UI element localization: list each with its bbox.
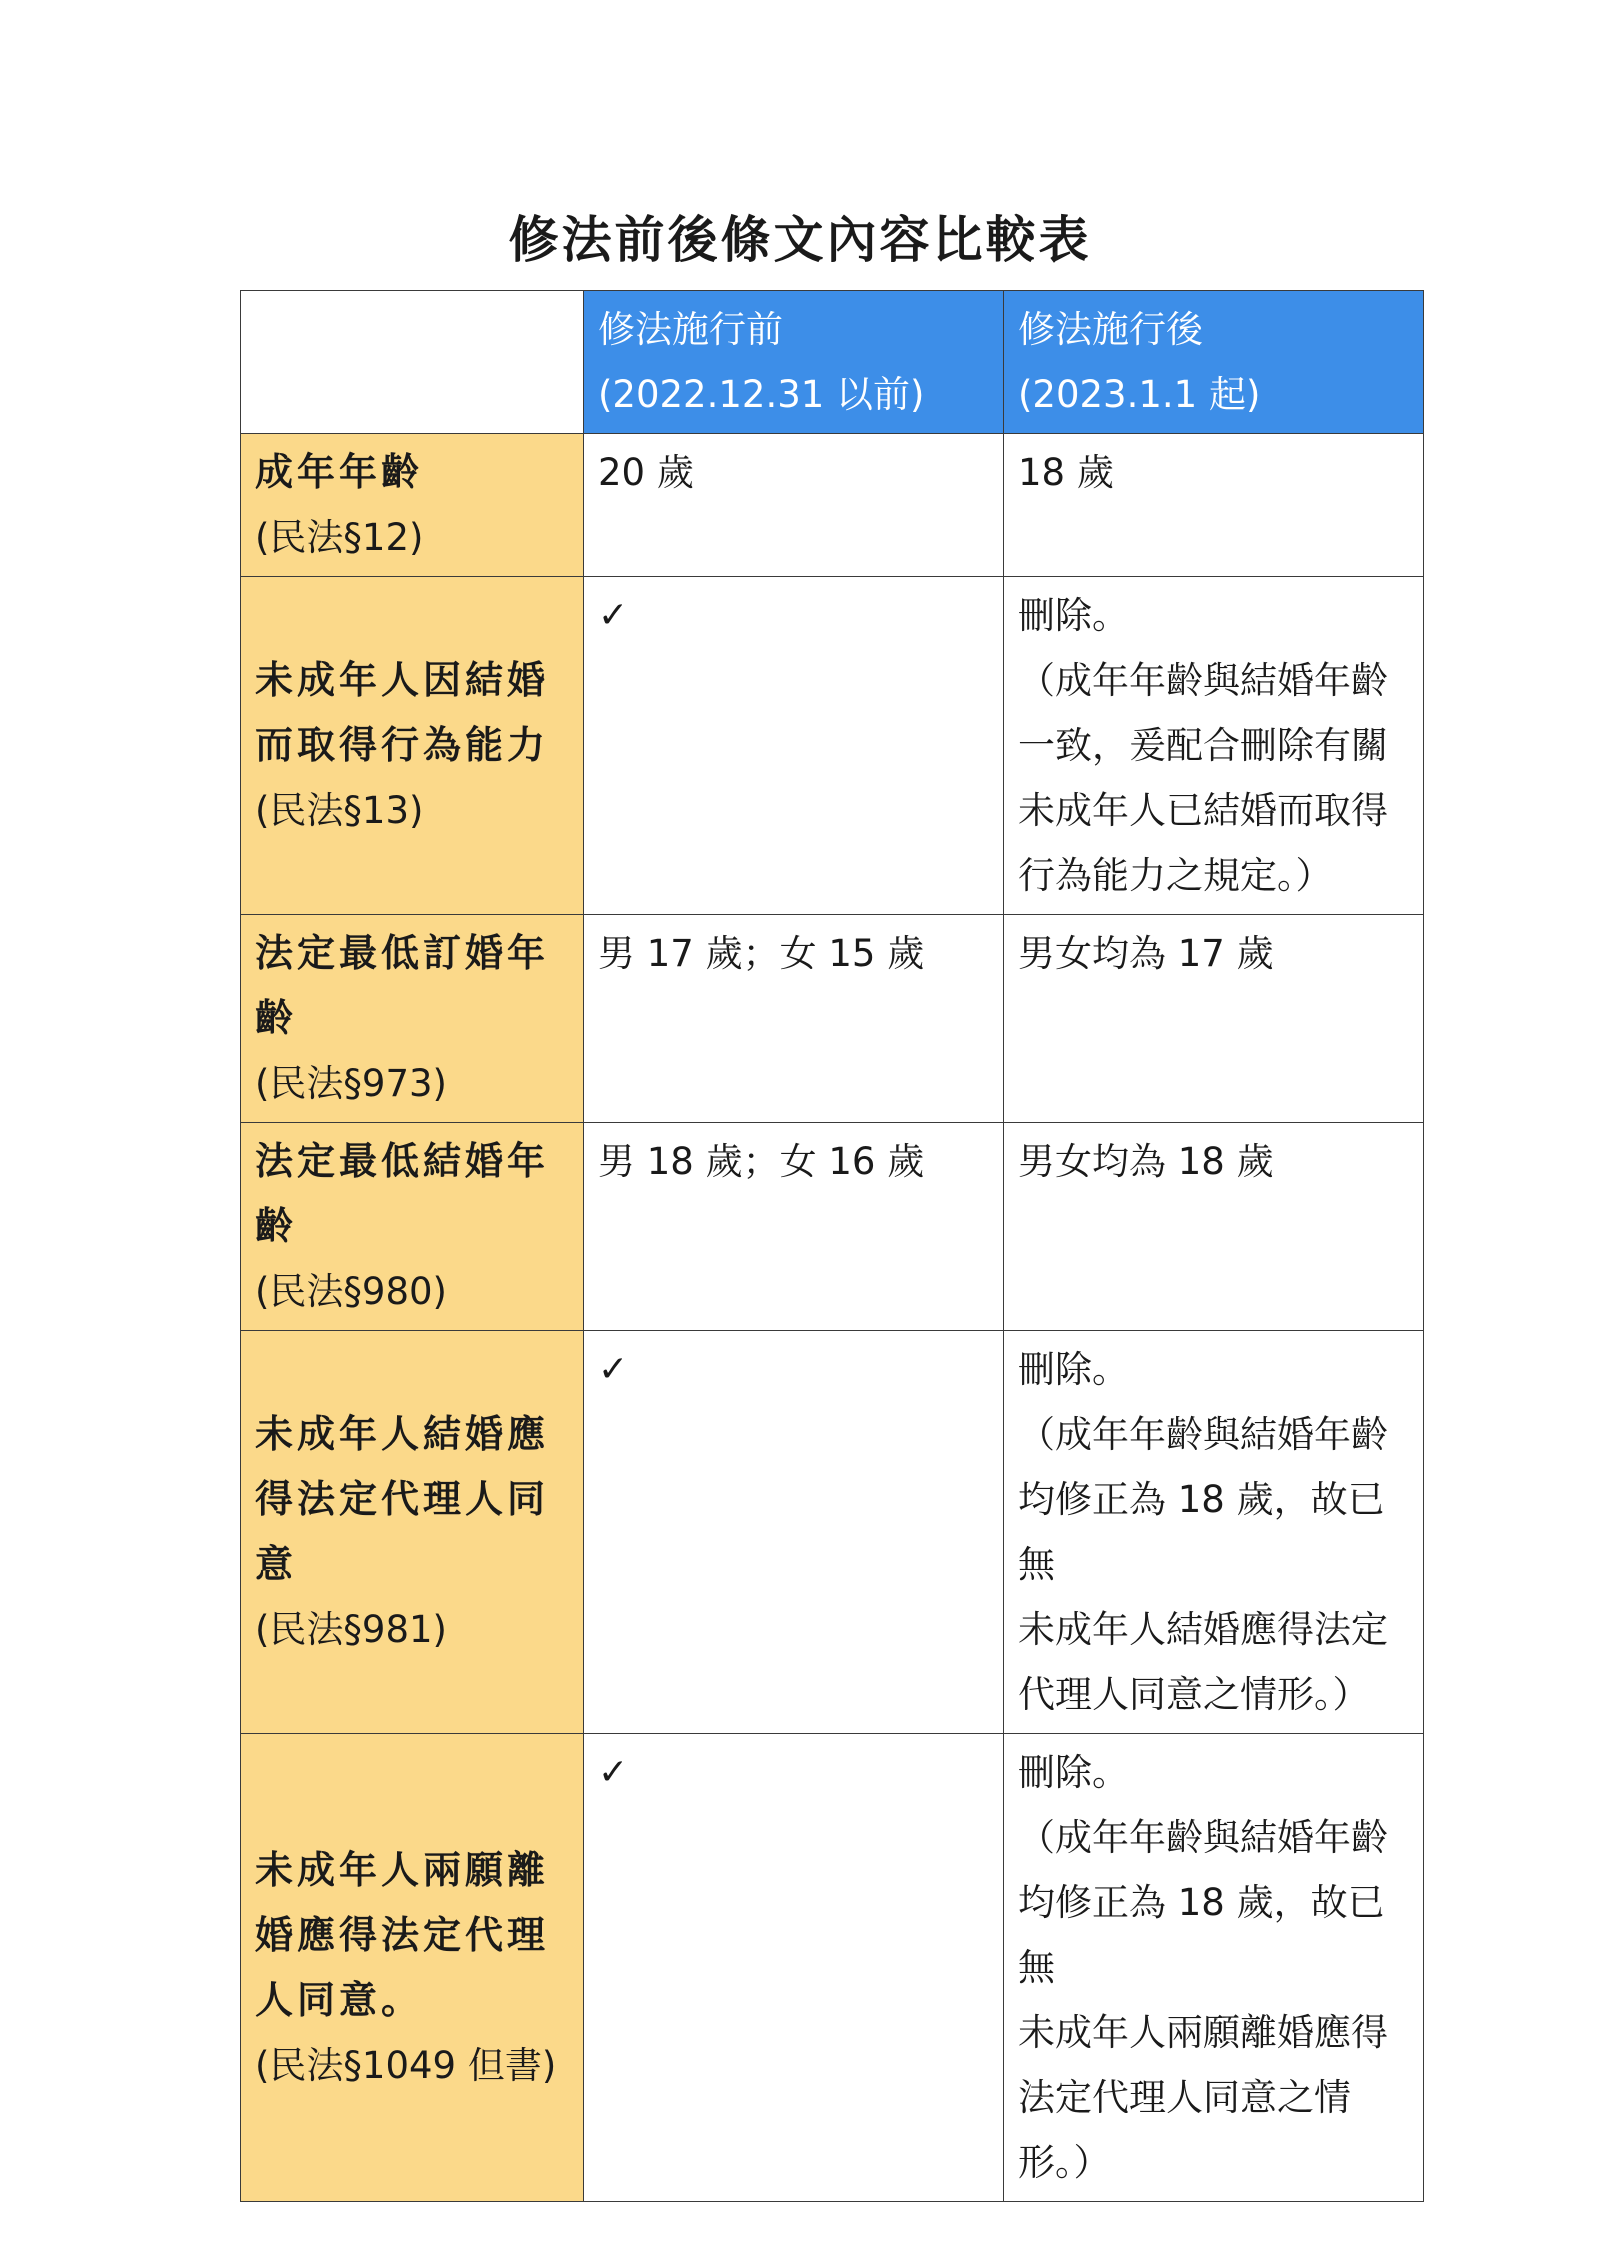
before-text: 20 歲 <box>598 451 694 494</box>
table-row <box>241 434 1424 577</box>
before-text: 男 18 歲；女 16 歲 <box>598 1140 925 1183</box>
item-name: 成年年齡 <box>255 450 424 494</box>
item-name: 齡 <box>255 996 298 1040</box>
item-name: 得法定代理人同 <box>255 1477 550 1521</box>
row-label-cell <box>241 1331 584 1734</box>
table-row <box>241 1734 1424 2202</box>
check-mark-icon: ✓ <box>598 595 629 636</box>
table-row <box>241 1123 1424 1331</box>
item-name: 意 <box>255 1542 298 1586</box>
header-after <box>1004 291 1424 434</box>
after-text: 未成年人兩願離婚應得 <box>1018 2011 1388 2054</box>
row-label-cell <box>241 1123 584 1331</box>
after-text: 法定代理人同意之情 <box>1018 2076 1351 2119</box>
before-cell <box>584 1331 1004 1734</box>
header-before-date: (2022.12.31 以前) <box>598 373 925 416</box>
table-row <box>241 915 1424 1123</box>
page-title: 修法前後條文內容比較表 <box>508 211 1092 269</box>
before-cell <box>584 1123 1004 1331</box>
after-cell <box>1004 577 1424 915</box>
after-text: 刪除。 <box>1018 1751 1129 1794</box>
before-cell <box>584 915 1004 1123</box>
after-text: （成年年齡與結婚年齡 <box>1018 659 1388 702</box>
after-text: 一致，爰配合刪除有關 <box>1018 724 1388 767</box>
item-name: 而取得行為能力 <box>255 723 550 767</box>
header-before <box>584 291 1004 434</box>
after-text: 均修正為 18 歲，故已無 <box>1018 1881 1385 1989</box>
row-label-cell <box>241 1734 584 2202</box>
table-row <box>241 1331 1424 1734</box>
after-text: 代理人同意之情形。） <box>1018 1673 1370 1716</box>
item-reference: (民法§1049 但書) <box>255 2043 557 2087</box>
item-reference: (民法§981) <box>255 1608 447 1651</box>
item-reference: (民法§980) <box>255 1270 447 1313</box>
table-row <box>241 577 1424 915</box>
item-name: 法定最低訂婚年 <box>255 931 550 975</box>
header-after-date: (2023.1.1 起) <box>1018 373 1261 416</box>
after-text: 均修正為 18 歲，故已無 <box>1018 1478 1385 1586</box>
after-text: 男女均為 17 歲 <box>1018 932 1274 975</box>
after-text: （成年年齡與結婚年齡 <box>1018 1413 1388 1456</box>
row-label-cell <box>241 434 584 577</box>
after-cell <box>1004 1123 1424 1331</box>
item-name: 未成年人兩願離 <box>255 1847 550 1892</box>
before-cell <box>584 577 1004 915</box>
after-cell <box>1004 1734 1424 2202</box>
after-text: 未成年人結婚應得法定 <box>1018 1608 1388 1651</box>
after-cell <box>1004 1331 1424 1734</box>
header-blank-cell <box>241 291 584 434</box>
after-text: （成年年齡與結婚年齡 <box>1018 1816 1388 1859</box>
row-label-cell <box>241 577 584 915</box>
before-cell <box>584 1734 1004 2202</box>
after-text: 刪除。 <box>1018 594 1129 637</box>
item-name: 未成年人結婚應 <box>255 1412 550 1456</box>
item-name: 人同意。 <box>255 1977 424 2022</box>
header-before-title: 修法施行前 <box>598 308 783 351</box>
after-cell <box>1004 915 1424 1123</box>
table-header-row <box>241 291 1424 434</box>
after-text: 男女均為 18 歲 <box>1018 1140 1274 1183</box>
before-cell <box>584 434 1004 577</box>
item-reference: (民法§12) <box>255 516 424 559</box>
check-mark-icon: ✓ <box>598 1752 629 1793</box>
row-label-cell <box>241 915 584 1123</box>
after-text: 未成年人已結婚而取得 <box>1018 789 1388 832</box>
item-reference: (民法§973) <box>255 1062 447 1105</box>
item-reference: (民法§13) <box>255 789 424 832</box>
before-text: 男 17 歲；女 15 歲 <box>598 932 925 975</box>
item-name: 法定最低結婚年 <box>255 1139 550 1183</box>
comparison-table <box>240 290 1424 2202</box>
after-text: 刪除。 <box>1018 1348 1129 1391</box>
check-mark-icon: ✓ <box>598 1349 629 1390</box>
after-text: 形。） <box>1018 2141 1111 2184</box>
after-cell <box>1004 434 1424 577</box>
after-text: 18 歲 <box>1018 451 1114 494</box>
after-text: 行為能力之規定。） <box>1018 854 1333 897</box>
item-name: 婚應得法定代理 <box>255 1912 550 1957</box>
item-name: 未成年人因結婚 <box>255 658 550 702</box>
header-after-title: 修法施行後 <box>1018 308 1203 351</box>
item-name: 齡 <box>255 1204 298 1248</box>
